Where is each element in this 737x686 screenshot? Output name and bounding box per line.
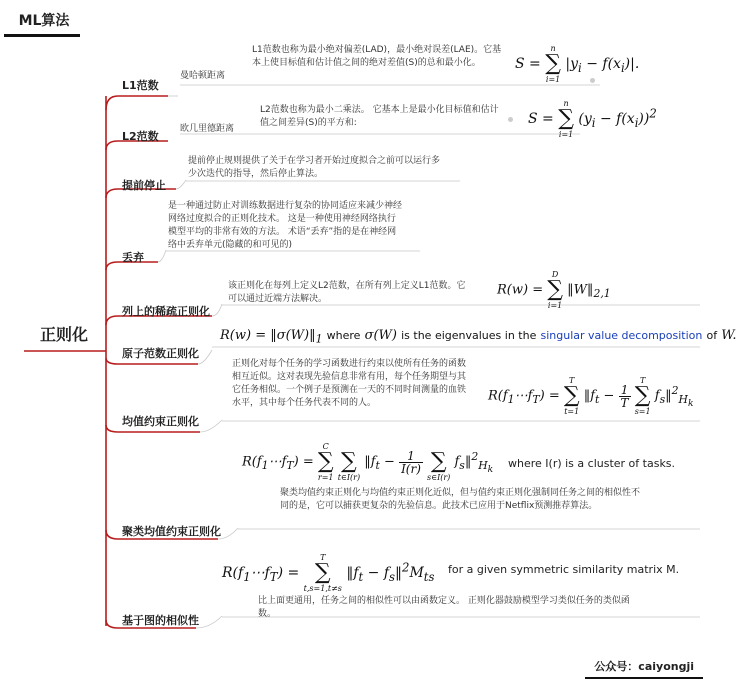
l1-subtitle: 曼哈顿距离 [180, 71, 226, 81]
mean-formula: $R(f_1\cdots f_T)$ = T ∑ t=1 $‖f_t$ − $\frac{1}{T}$ T ∑ s=1 $f_s‖^2_{H_k}$ [488, 376, 694, 416]
node-mean-constrained[interactable]: 均值约束正则化 [122, 415, 199, 428]
sparse-description: 该正则化在每列上定义L2范数，在所有列上定义L1范数。它可以通过近端方法解决。 [228, 281, 466, 304]
footer-underline [585, 677, 703, 679]
node-dropout[interactable]: 丢弃 [122, 251, 144, 264]
l1-formula: S = n ∑ i=1 $|y_i - f(x_i)|$. [515, 44, 640, 84]
nuclear-W: W. [721, 328, 737, 343]
title-underline [4, 34, 80, 37]
node-clustered-mean[interactable]: 聚类均值约束正则化 [122, 525, 221, 538]
node-nuclear-norm[interactable]: 原子范数正则化 [122, 347, 199, 360]
cluster-formula: $R(f_1\cdots f_T)$ = C ∑ r=1 ∑ t∈I(r) $‖f_t$ − $\frac{1}{I(r)}$ ∑ s∈I(r) $f_s‖^2_{H_k}$ [242, 442, 494, 482]
early-description: 提前停止规则提供了关于在学习者开始过度拟合之前可以运行多少次迭代的指导，然后停止算法。 [188, 156, 441, 179]
nuclear-formula: $R(w) = ‖\sigma(W)‖_1$ where σ(W) is the eigenvalues in the singular value decomposition of W. [220, 328, 737, 346]
l2-description: L2范数也称为最小二乘法。 它基本上是最小化目标值和估计值之间差异(S)的平方和: [260, 105, 499, 128]
graph-description: 比上面更通用，任务之间的相似性可以由函数定义。 正则化器鼓励模型学习类似任务的类似函数。 [258, 596, 630, 619]
footer-credit: 公众号：caiyongji [594, 660, 694, 673]
sparse-formula: R(w) = D ∑ i=1 $‖W‖_{2,1}$ [497, 270, 611, 310]
node-l1-norm[interactable]: L1范数 [122, 79, 159, 92]
node-l2-norm[interactable]: L2范数 [122, 130, 159, 143]
graph-formula-note: for a given symmetric similarity matrix M. [448, 563, 680, 576]
bullet-dot-icon [590, 78, 595, 83]
cluster-description: 聚类均值约束正则化与均值约束正则化近似，但与值约束正则化强制同任务之间的相似性不同的是，它可以捕获更复杂的先验信息。此技术已应用于Netflix预测推荐算法。 [280, 488, 641, 511]
svd-link[interactable]: singular value decomposition [540, 329, 703, 342]
l2-subtitle: 欧几里德距离 [180, 124, 235, 134]
nuclear-where: where [326, 329, 361, 342]
l1-description: L1范数也称为最小绝对偏差(LAD)，最小绝对误差(LAE)。它基本上使目标值和估计值之间的绝对差值(S)的总和最小化。 [252, 45, 502, 68]
page-title: ML算法 [18, 13, 70, 29]
root-node[interactable]: 正则化 [40, 325, 89, 344]
cluster-formula-note: where I(r) is a cluster of tasks. [508, 457, 676, 470]
node-graph-similarity[interactable]: 基于图的相似性 [122, 614, 199, 627]
l2-formula: S = n ∑ i=1 $(y_i - f(x_i))^2$ [528, 99, 657, 139]
mean-description: 正则化对每个任务的学习函数进行约束以使所有任务的函数相互近似。这对表现先验信息非常有用，每个任务期望与其它任务相似。一个例子是预测在一天的不同时间测量的血铁水平，其中每个任务代表不同的人。 [232, 359, 467, 408]
node-sparse-column[interactable]: 列上的稀疏正则化 [122, 305, 210, 318]
nuclear-is: is the eigenvalues in the [401, 329, 537, 342]
nuclear-sigma: σ(W) [364, 328, 397, 343]
dropout-description: 是一种通过防止对训练数据进行复杂的协同适应来减少神经网络过度拟合的正则化技术。 这是一种使用神经网络执行模型平均的非常有效的方法。 术语“丢弃”指的是在神经网络中丢弃单元(隐藏的和可见的) [168, 201, 403, 250]
nuclear-of: of [706, 329, 718, 342]
node-early-stopping[interactable]: 提前停止 [122, 179, 166, 192]
bullet-dot-icon [508, 117, 513, 122]
graph-formula: $R(f_1\cdots f_T)$ = T ∑ t,s=1,t≠s $‖f_t$ − $f_s‖^2M_{ts}$ [222, 553, 435, 593]
